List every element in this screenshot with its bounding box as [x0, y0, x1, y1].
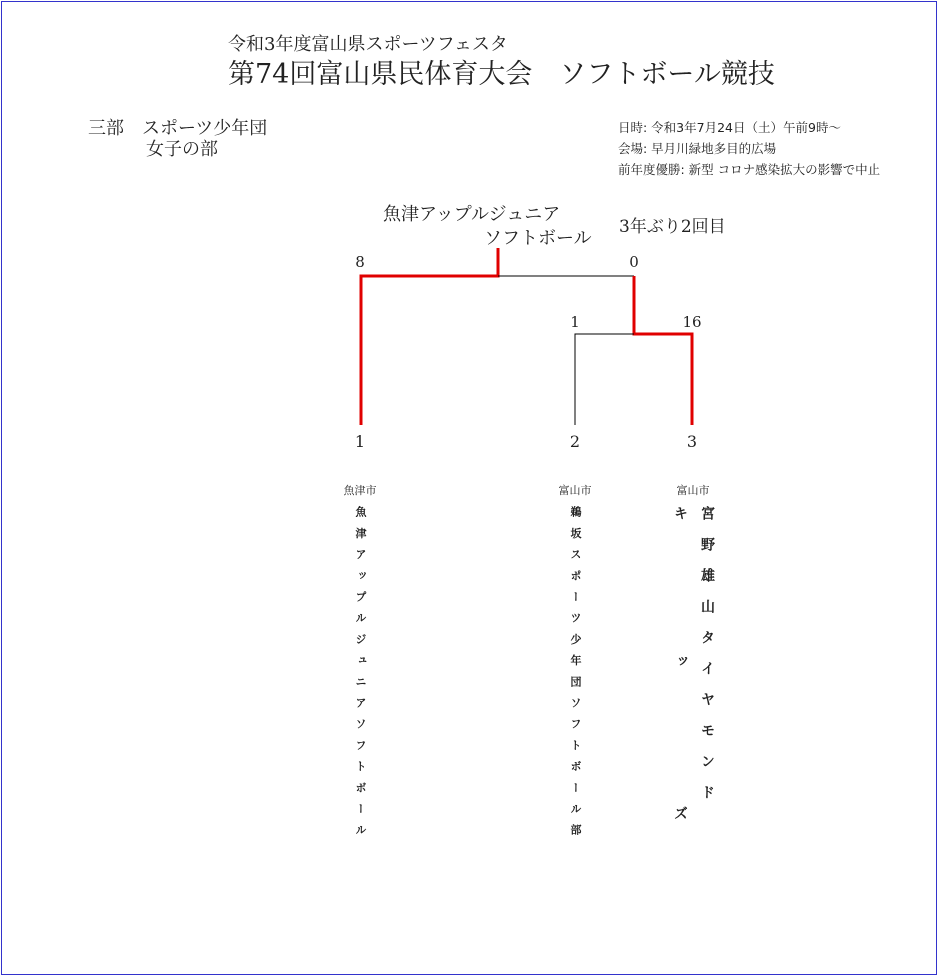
- city-team2: 富山市: [558, 484, 592, 497]
- score-semi-left: 1: [570, 313, 580, 331]
- event-date: 日時: 令和3年7月24日（土）午前9時～: [618, 120, 841, 135]
- bracket-line-team2: [575, 334, 634, 425]
- team3-name-sub-1: キ: [672, 506, 688, 520]
- previous-winner: 前年度優勝: 新型 コロナ感染拡大の影響で中止: [618, 162, 881, 177]
- category-name: 女子の部: [146, 139, 218, 160]
- team2-name: 鵜坂スポーツ少年団ソフトボール部: [569, 506, 582, 846]
- score-semi-right: 16: [682, 313, 702, 331]
- champion-name-line2: ソフトボール: [484, 228, 592, 249]
- champion-streak: 3年ぶり2回目: [619, 217, 726, 237]
- division-name: 三部 スポーツ少年団: [88, 118, 268, 139]
- seed-team3: 3: [686, 432, 698, 451]
- event-title: 第74回富山県民体育大会 ソフトボール競技: [228, 59, 775, 90]
- event-subtitle: 令和3年度富山県スポーツフェスタ: [228, 34, 508, 55]
- bracket-line-semi-winner: [634, 276, 692, 425]
- champion-name-line1: 魚津アップルジュニア: [383, 204, 561, 225]
- event-venue: 会場: 早月川緑地多目的広場: [618, 141, 777, 156]
- seed-team2: 2: [569, 432, 581, 451]
- team1-name: 魚津アップルジュニアソフトボール: [354, 506, 367, 846]
- score-final-right: 0: [629, 253, 639, 271]
- score-final-left: 8: [355, 253, 365, 271]
- team3-name-sub-2: ッ: [672, 654, 688, 668]
- city-team1: 魚津市: [343, 484, 377, 497]
- bracket-line-team1: [361, 248, 498, 425]
- team3-name-sub-3: ズ: [672, 806, 688, 820]
- team3-name: 宮野雄山タイヤモンド: [699, 506, 715, 816]
- seed-team1: 1: [354, 432, 366, 451]
- city-team3: 富山市: [676, 484, 710, 497]
